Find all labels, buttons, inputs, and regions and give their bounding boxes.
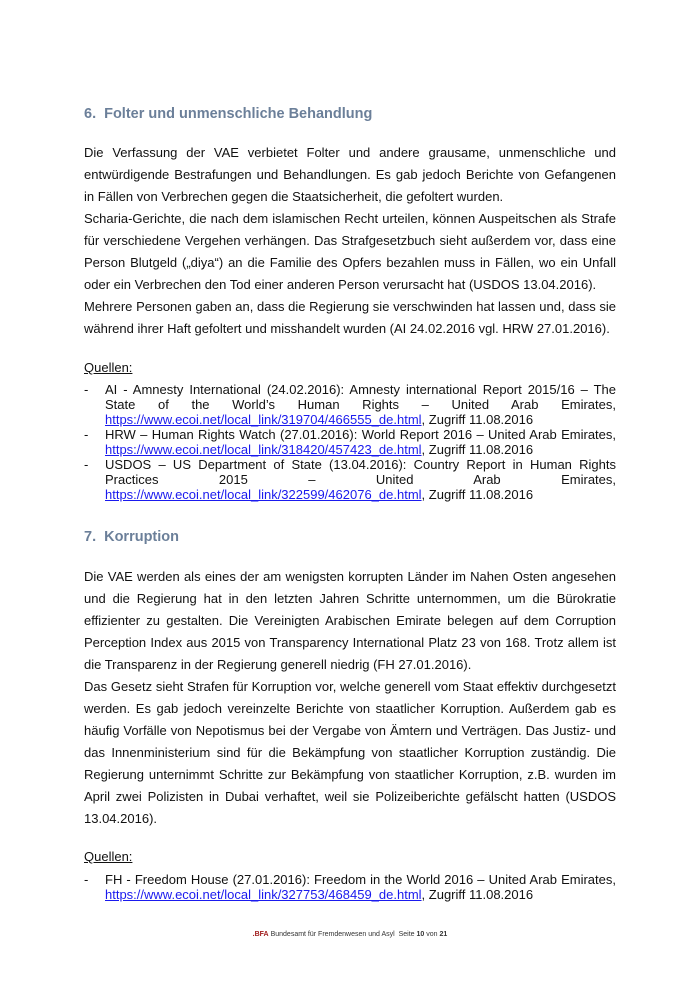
of-label: von	[426, 931, 438, 938]
source-link[interactable]: https://www.ecoi.net/local_link/322599/462076_de.html	[105, 487, 422, 502]
page-number: 10	[416, 931, 425, 938]
source-text: AI - Amnesty International (24.02.2016): Amnesty international Report 2015/16 – The State of the World’s Human Rights – United Arab Emirates,	[105, 382, 616, 412]
source-text: FH - Freedom House (27.01.2016): Freedom in the World 2016 – United Arab Emirates,	[105, 872, 616, 887]
sources-list	[84, 872, 616, 902]
bfa-logo: .BFA	[252, 931, 269, 938]
paragraph: Das Gesetz sieht Strafen für Korruption vor, welche generell vom Staat effektiv durchgesetzt werden. Es gab jedoch vereinzelte Berichte von staatlicher Korruption. Außerdem gab es häufig Vorfälle von Nepotismus bei der Vergabe von Ämtern und Verträgen. Das Justiz- und das Innenministerium sind für die Bekämpfung von staatlicher Korruption zuständig. Die Regierung unternimmt Schritte zur Bekämpfung von staatlicher Korruption, z.B. wurden im April zwei Polizisten in Dubai verhaftet, weil sie Polizeiberichte gefälscht hatten (USDOS 13.04.2016).	[84, 679, 616, 826]
source-item: - FH - Freedom House (27.01.2016): Freedom in the World 2016 – United Arab Emirates, https://www.ecoi.net/local_link/327753/468459_de.html, Zugriff 11.08.2016	[84, 872, 616, 902]
section-7-heading	[84, 529, 179, 545]
source-text: USDOS – US Department of State (13.04.2016): Country Report in Human Rights Practices 2015 – United Arab Emirates,	[105, 457, 616, 487]
footer-org: Bundesamt für Fremdenwesen und Asyl	[270, 931, 395, 938]
paragraph: Mehrere Personen gaben an, dass die Regierung sie verschwinden hat lassen und, dass sie während ihrer Haft gefoltert und misshandelt wurden (AI 24.02.2016 vgl. HRW 27.01.2016).	[84, 299, 616, 336]
source-access-date: , Zugriff 11.08.2016	[421, 887, 534, 902]
page-label: Seite	[398, 931, 415, 938]
sources-label: Quellen:	[84, 849, 133, 864]
paragraph: Scharia-Gerichte, die nach dem islamischen Recht urteilen, können Auspeitschen als Strafe für verschiedene Vergehen verhängen. Das Strafgesetzbuch sieht außerdem vor, dass eine Person Blutgeld („diya“) an die Familie des Opfers bezahlen muss in Fällen, wo ein Unfall oder ein Verbrechen den Tod einer anderen Person verursacht hat (USDOS 13.04.2016).	[84, 211, 616, 292]
source-link[interactable]: https://www.ecoi.net/local_link/319704/466555_de.html	[105, 412, 422, 427]
section-6-heading	[84, 106, 372, 122]
total-pages: 21	[439, 931, 448, 938]
source-item: - HRW – Human Rights Watch (27.01.2016): World Report 2016 – United Arab Emirates, https://www.ecoi.net/local_link/318420/457423_de.html, Zugriff 11.08.2016	[84, 427, 616, 457]
source-access-date: , Zugriff 11.08.2016	[421, 487, 534, 502]
paragraph: Die Verfassung der VAE verbietet Folter und andere grausame, unmenschliche und entwürdigende Bestrafungen und Behandlungen. Es gab jedoch Berichte von Gefangenen in Fällen von Verbrechen gegen die Staatsicherheit, die gefoltert wurden.	[84, 145, 616, 204]
page-footer	[0, 931, 700, 938]
section-title: Korruption	[104, 529, 179, 545]
source-link[interactable]: https://www.ecoi.net/local_link/318420/457423_de.html	[105, 442, 422, 457]
source-item: - USDOS – US Department of State (13.04.2016): Country Report in Human Rights Practices 2015 – United Arab Emirates, https://www.ecoi.net/local_link/322599/462076_de.html, Zugriff 11.08.2016	[84, 457, 616, 502]
source-link[interactable]: https://www.ecoi.net/local_link/327753/468459_de.html	[105, 887, 422, 902]
source-access-date: , Zugriff 11.08.2016	[421, 442, 534, 457]
section-6-body	[84, 142, 616, 340]
section-title: Folter und unmenschliche Behandlung	[104, 106, 373, 122]
paragraph: Die VAE werden als eines der am wenigsten korrupten Länder im Nahen Osten angesehen und die Regierung hat in den letzten Jahren Schritte unternommen, um die Bürokratie effizienter zu gestalten. Die Vereinigten Arabischen Emirate belegen auf dem Corruption Perception Index aus 2015 von Transparency International Platz 23 von 168. Trotz allem ist die Transparenz in der Regierung generell niedrig (FH 27.01.2016).	[84, 569, 616, 672]
section-7-body	[84, 566, 616, 830]
source-item: - AI - Amnesty International (24.02.2016): Amnesty international Report 2015/16 – The State of the World’s Human Rights – United Arab Emirates, https://www.ecoi.net/local_link/319704/466555_de.html, Zugriff 11.08.2016	[84, 382, 616, 427]
source-text: HRW – Human Rights Watch (27.01.2016): World Report 2016 – United Arab Emirates,	[105, 427, 616, 442]
source-access-date: , Zugriff 11.08.2016	[421, 412, 534, 427]
section-number: 7.	[84, 529, 97, 545]
sources-label: Quellen:	[84, 360, 133, 375]
sources-list	[84, 382, 616, 502]
section-number: 6.	[84, 106, 97, 122]
